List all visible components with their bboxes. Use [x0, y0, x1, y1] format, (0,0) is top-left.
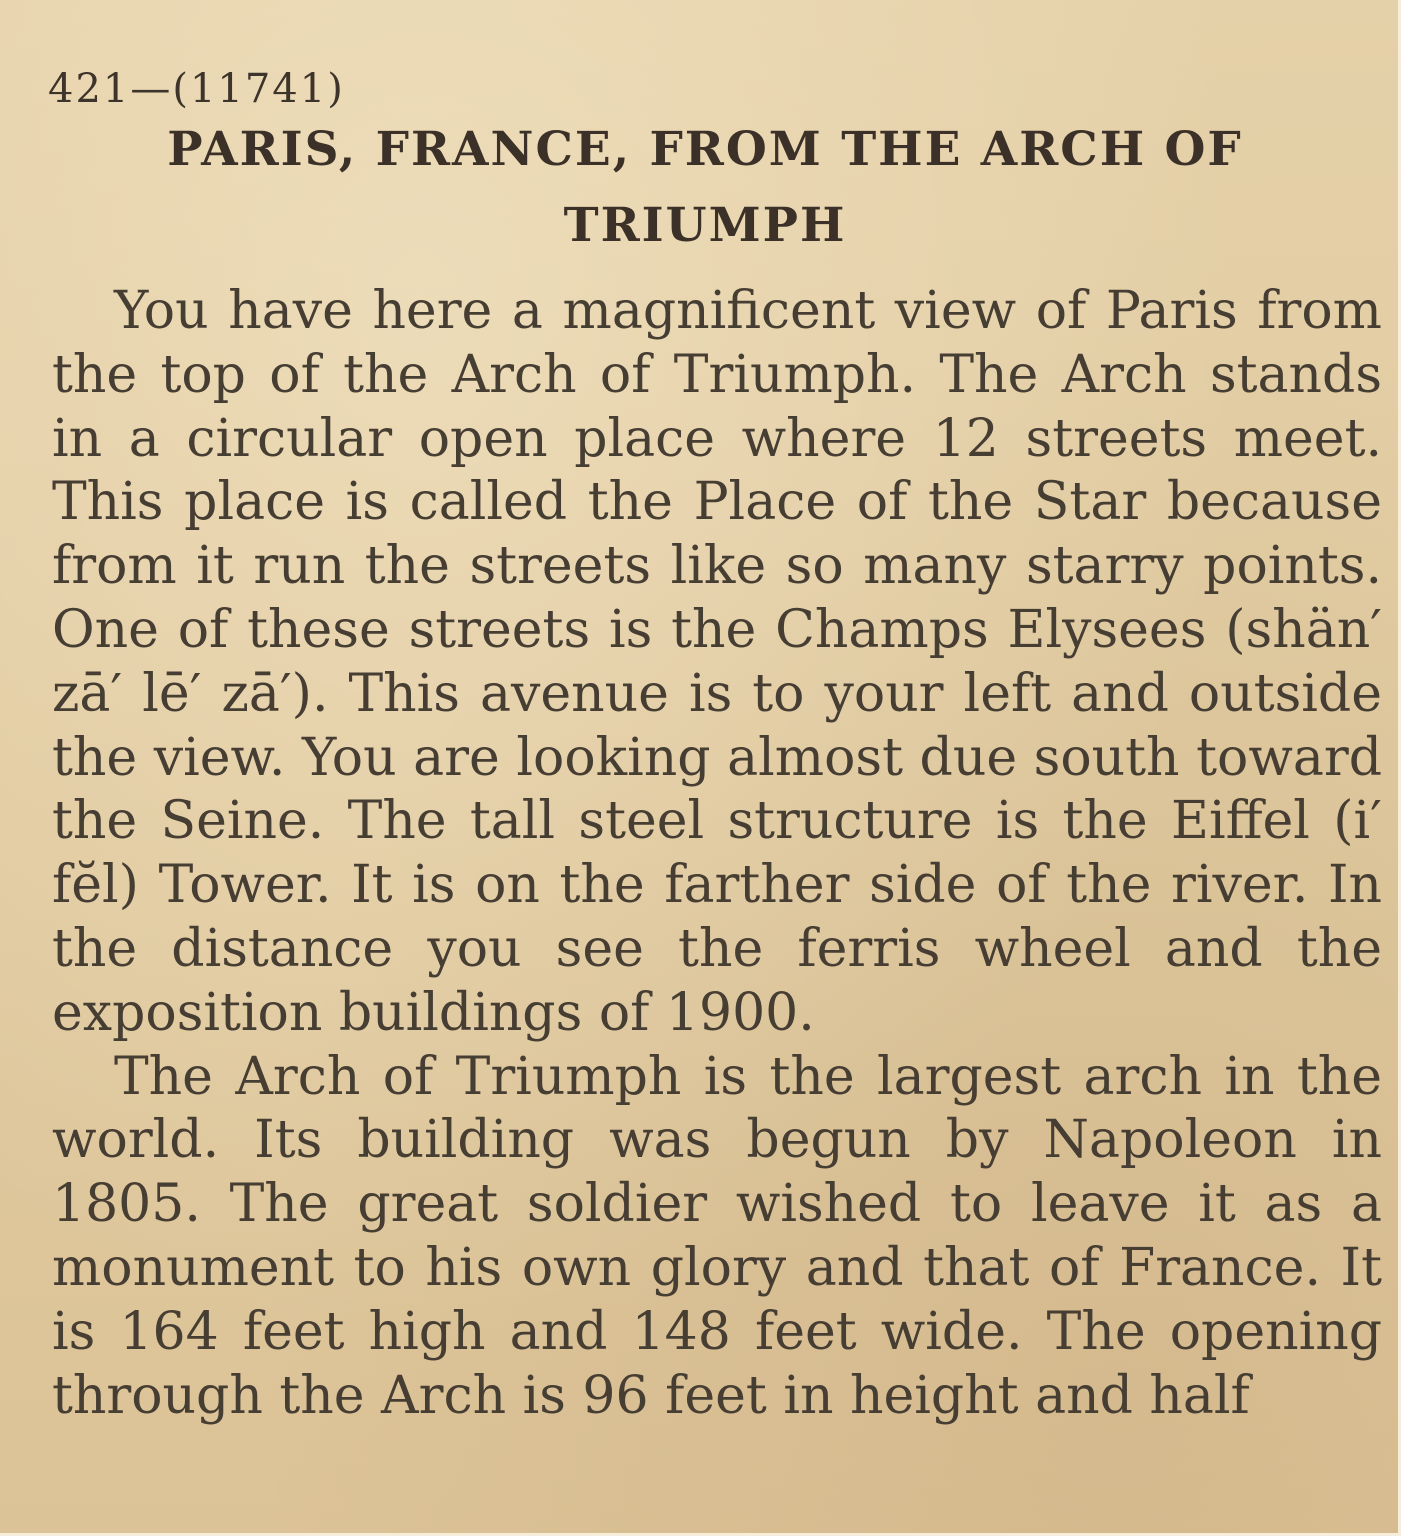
description-text: [52, 280, 1382, 1428]
catalog-number: 421—(11741): [48, 66, 345, 112]
paragraph-2: The Arch of Triumph is the largest arch in the world. Its building was begun by Napoleon in 1805. The great soldier wished to leave it as a monument to his own glory and that of France. It is 164 feet high and 148 feet wide. The opening through the Arch is 96 feet in height and half: [52, 1046, 1382, 1426]
paragraph-1: You have here a magnificent view of Paris from the top of the Arch of Triumph. The Arch stands in a circular open place where 12 streets meet. This place is called the Place of the Star because from it run the streets like so many starry points. One of these streets is the Champs Elysees (shän′ zā′ lē′ zā′). This avenue is to your left and outside the view. You are looking almost due south toward the Seine. The tall steel structure is the Eiffel (i′ fĕl) Tower. It is on the farther side of the river. In the distance you see the ferris wheel and the exposition buildings of 1900.: [52, 281, 1382, 1043]
card-title: PARIS, FRANCE, FROM THE ARCH OF TRIUMPH: [167, 122, 1243, 253]
